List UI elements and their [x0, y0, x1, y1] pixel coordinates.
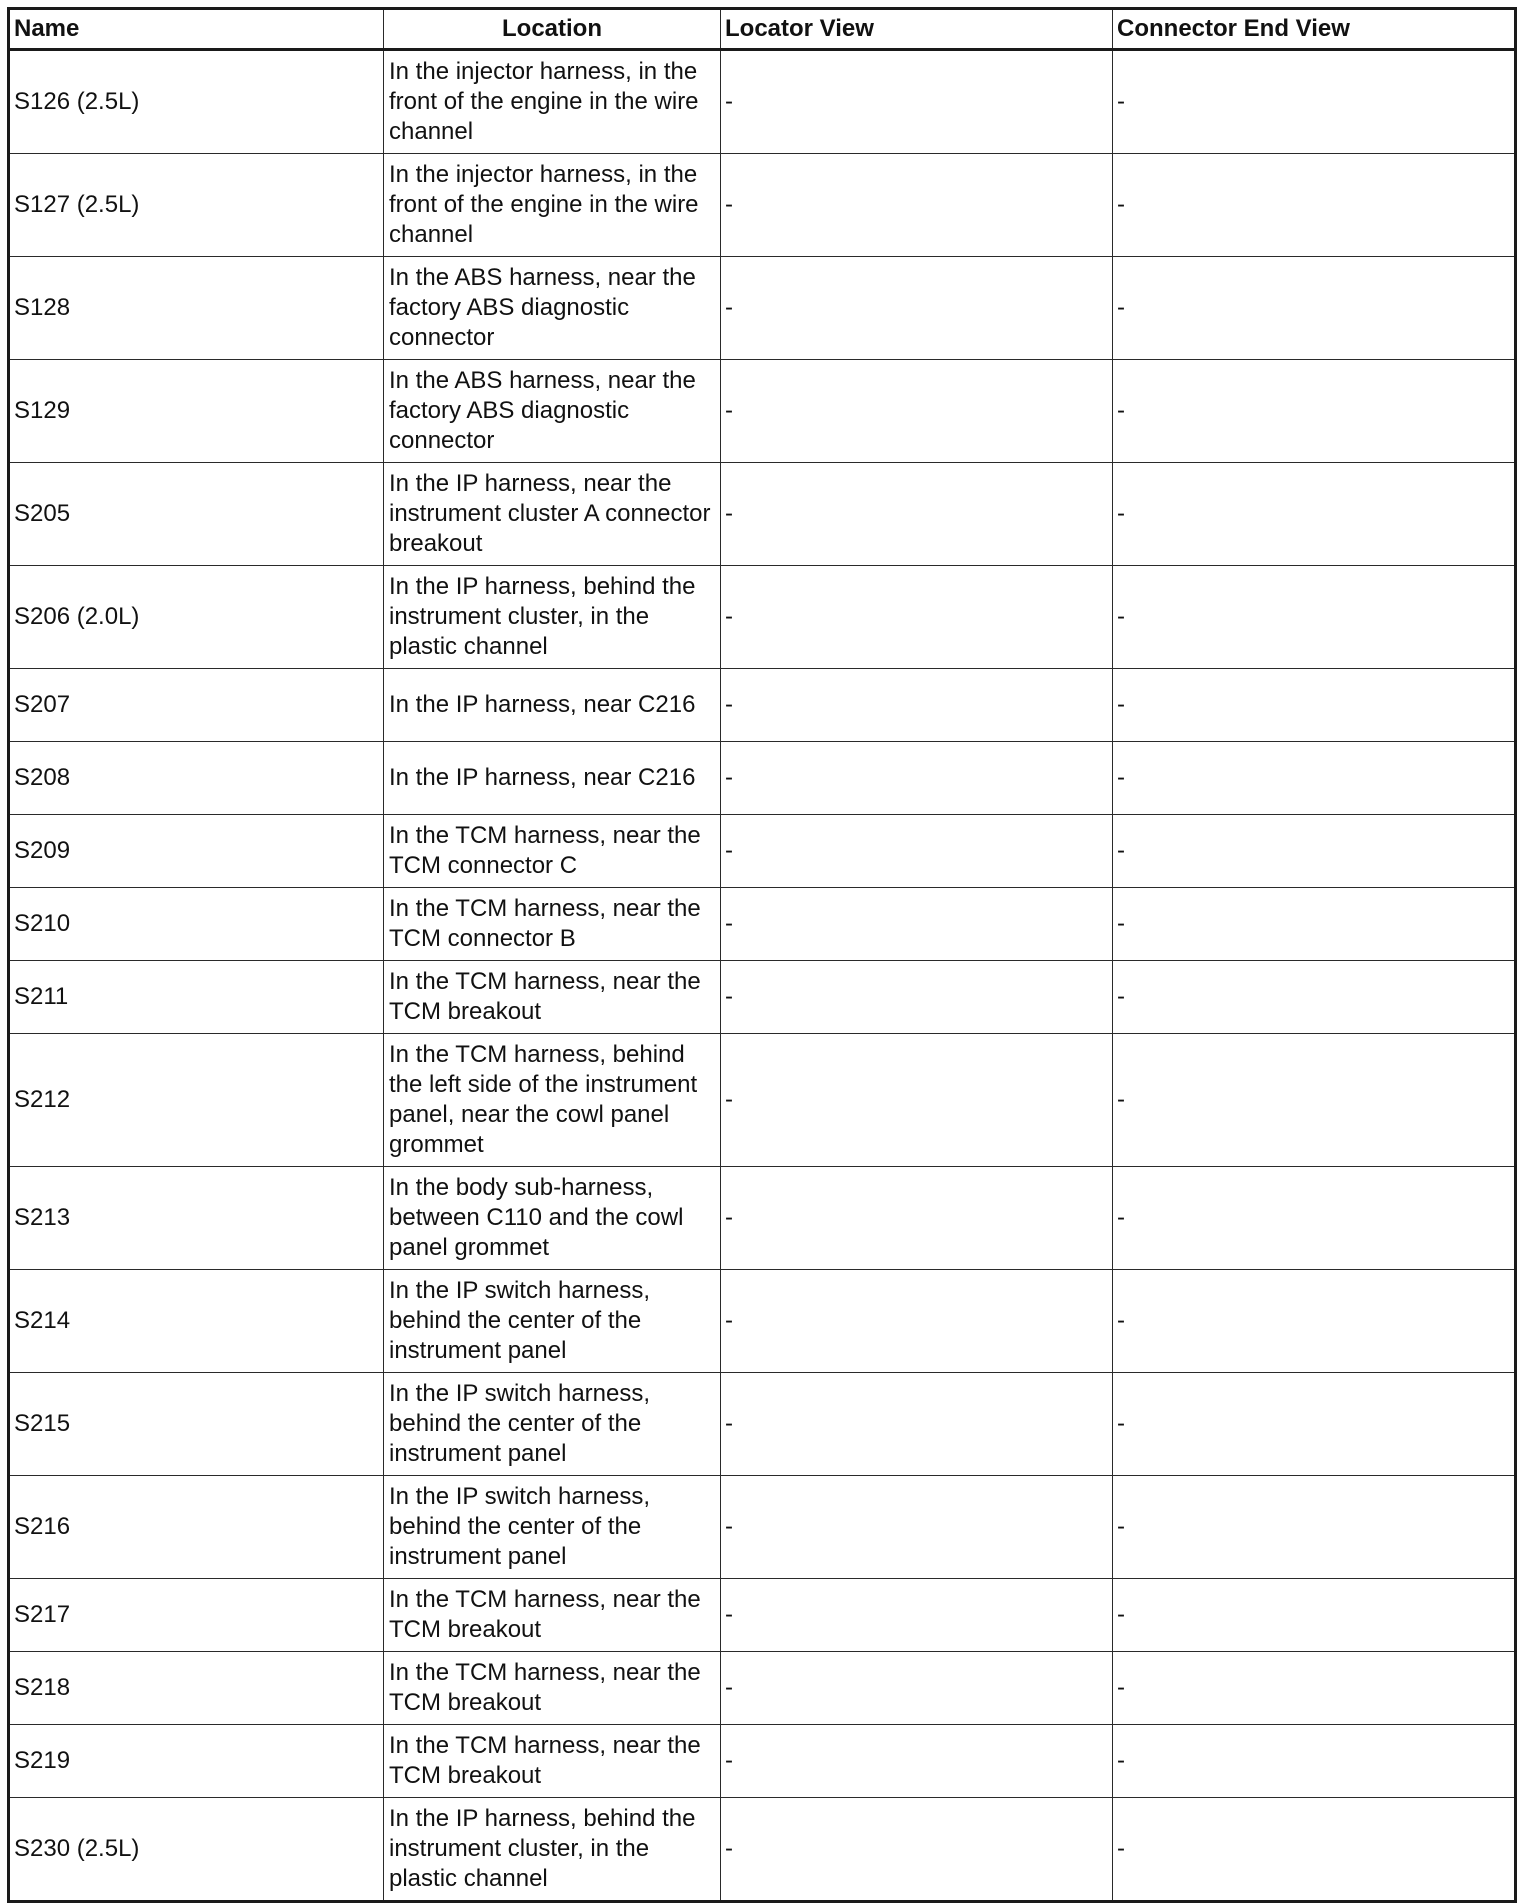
cell-locator-view: - [721, 888, 1113, 961]
cell-name: S209 [9, 815, 384, 888]
cell-connector-end-view: - [1113, 1798, 1516, 1902]
table-row [9, 1725, 1516, 1798]
cell-locator-view: - [721, 815, 1113, 888]
cell-location: In the TCM harness, near the TCM breakout [384, 1725, 721, 1798]
cell-location: In the ABS harness, near the factory ABS diagnostic connector [384, 360, 721, 463]
cell-connector-end-view: - [1113, 1476, 1516, 1579]
table-row [9, 961, 1516, 1034]
cell-name: S205 [9, 463, 384, 566]
cell-connector-end-view: - [1113, 961, 1516, 1034]
cell-locator-view: - [721, 1373, 1113, 1476]
table-row [9, 815, 1516, 888]
table-row [9, 360, 1516, 463]
cell-locator-view: - [721, 1725, 1113, 1798]
cell-connector-end-view: - [1113, 50, 1516, 154]
cell-connector-end-view: - [1113, 1725, 1516, 1798]
cell-locator-view: - [721, 1167, 1113, 1270]
cell-locator-view: - [721, 154, 1113, 257]
cell-locator-view: - [721, 1270, 1113, 1373]
cell-locator-view: - [721, 1579, 1113, 1652]
cell-name: S208 [9, 742, 384, 815]
cell-location: In the injector harness, in the front of the engine in the wire channel [384, 50, 721, 154]
column-header-connector-end-view: Connector End View [1113, 9, 1516, 50]
table-row [9, 50, 1516, 154]
cell-connector-end-view: - [1113, 742, 1516, 815]
cell-name: S129 [9, 360, 384, 463]
cell-locator-view: - [721, 742, 1113, 815]
table-row [9, 888, 1516, 961]
cell-location: In the IP switch harness, behind the center of the instrument panel [384, 1270, 721, 1373]
cell-connector-end-view: - [1113, 815, 1516, 888]
cell-connector-end-view: - [1113, 257, 1516, 360]
splice-location-table [7, 7, 1517, 1903]
cell-location: In the IP harness, behind the instrument cluster, in the plastic channel [384, 1798, 721, 1902]
cell-connector-end-view: - [1113, 463, 1516, 566]
cell-connector-end-view: - [1113, 888, 1516, 961]
cell-location: In the TCM harness, behind the left side of the instrument panel, near the cowl panel grommet [384, 1034, 721, 1167]
cell-locator-view: - [721, 1798, 1113, 1902]
cell-location: In the IP harness, near C216 [384, 742, 721, 815]
cell-name: S211 [9, 961, 384, 1034]
cell-name: S219 [9, 1725, 384, 1798]
column-header-locator-view: Locator View [721, 9, 1113, 50]
header-row [9, 9, 1516, 50]
cell-location: In the TCM harness, near the TCM breakout [384, 961, 721, 1034]
table-header [9, 9, 1516, 50]
cell-name: S214 [9, 1270, 384, 1373]
cell-name: S207 [9, 669, 384, 742]
cell-location: In the TCM harness, near the TCM connector B [384, 888, 721, 961]
table-row [9, 1270, 1516, 1373]
cell-name: S127 (2.5L) [9, 154, 384, 257]
table-row [9, 1167, 1516, 1270]
cell-connector-end-view: - [1113, 669, 1516, 742]
cell-connector-end-view: - [1113, 566, 1516, 669]
cell-name: S212 [9, 1034, 384, 1167]
cell-name: S216 [9, 1476, 384, 1579]
cell-connector-end-view: - [1113, 1373, 1516, 1476]
table-row [9, 257, 1516, 360]
cell-location: In the ABS harness, near the factory ABS diagnostic connector [384, 257, 721, 360]
cell-location: In the IP harness, behind the instrument cluster, in the plastic channel [384, 566, 721, 669]
cell-name: S210 [9, 888, 384, 961]
cell-connector-end-view: - [1113, 154, 1516, 257]
column-header-name: Name [9, 9, 384, 50]
table-row [9, 463, 1516, 566]
table-row [9, 1579, 1516, 1652]
table-row [9, 742, 1516, 815]
cell-locator-view: - [721, 566, 1113, 669]
cell-location: In the IP harness, near C216 [384, 669, 721, 742]
cell-locator-view: - [721, 463, 1113, 566]
cell-location: In the IP switch harness, behind the center of the instrument panel [384, 1373, 721, 1476]
cell-connector-end-view: - [1113, 1034, 1516, 1167]
table-row [9, 566, 1516, 669]
table-row [9, 1034, 1516, 1167]
cell-name: S215 [9, 1373, 384, 1476]
table-row [9, 154, 1516, 257]
cell-name: S218 [9, 1652, 384, 1725]
cell-connector-end-view: - [1113, 1167, 1516, 1270]
cell-locator-view: - [721, 1034, 1113, 1167]
table-row [9, 1476, 1516, 1579]
cell-name: S213 [9, 1167, 384, 1270]
cell-location: In the injector harness, in the front of the engine in the wire channel [384, 154, 721, 257]
table-row [9, 1652, 1516, 1725]
column-header-location: Location [384, 9, 721, 50]
cell-locator-view: - [721, 1476, 1113, 1579]
table-body [9, 50, 1516, 1902]
cell-location: In the IP switch harness, behind the center of the instrument panel [384, 1476, 721, 1579]
cell-locator-view: - [721, 257, 1113, 360]
cell-name: S128 [9, 257, 384, 360]
cell-locator-view: - [721, 1652, 1113, 1725]
cell-connector-end-view: - [1113, 1579, 1516, 1652]
table-row [9, 669, 1516, 742]
cell-location: In the TCM harness, near the TCM breakout [384, 1579, 721, 1652]
cell-locator-view: - [721, 360, 1113, 463]
cell-name: S206 (2.0L) [9, 566, 384, 669]
cell-location: In the TCM harness, near the TCM breakout [384, 1652, 721, 1725]
cell-name: S126 (2.5L) [9, 50, 384, 154]
cell-location: In the TCM harness, near the TCM connector C [384, 815, 721, 888]
cell-connector-end-view: - [1113, 360, 1516, 463]
table-row [9, 1373, 1516, 1476]
table-row [9, 1798, 1516, 1902]
cell-locator-view: - [721, 50, 1113, 154]
cell-location: In the IP harness, near the instrument cluster A connector breakout [384, 463, 721, 566]
cell-name: S230 (2.5L) [9, 1798, 384, 1902]
cell-location: In the body sub-harness, between C110 and the cowl panel grommet [384, 1167, 721, 1270]
cell-locator-view: - [721, 669, 1113, 742]
cell-connector-end-view: - [1113, 1270, 1516, 1373]
cell-connector-end-view: - [1113, 1652, 1516, 1725]
cell-name: S217 [9, 1579, 384, 1652]
cell-locator-view: - [721, 961, 1113, 1034]
